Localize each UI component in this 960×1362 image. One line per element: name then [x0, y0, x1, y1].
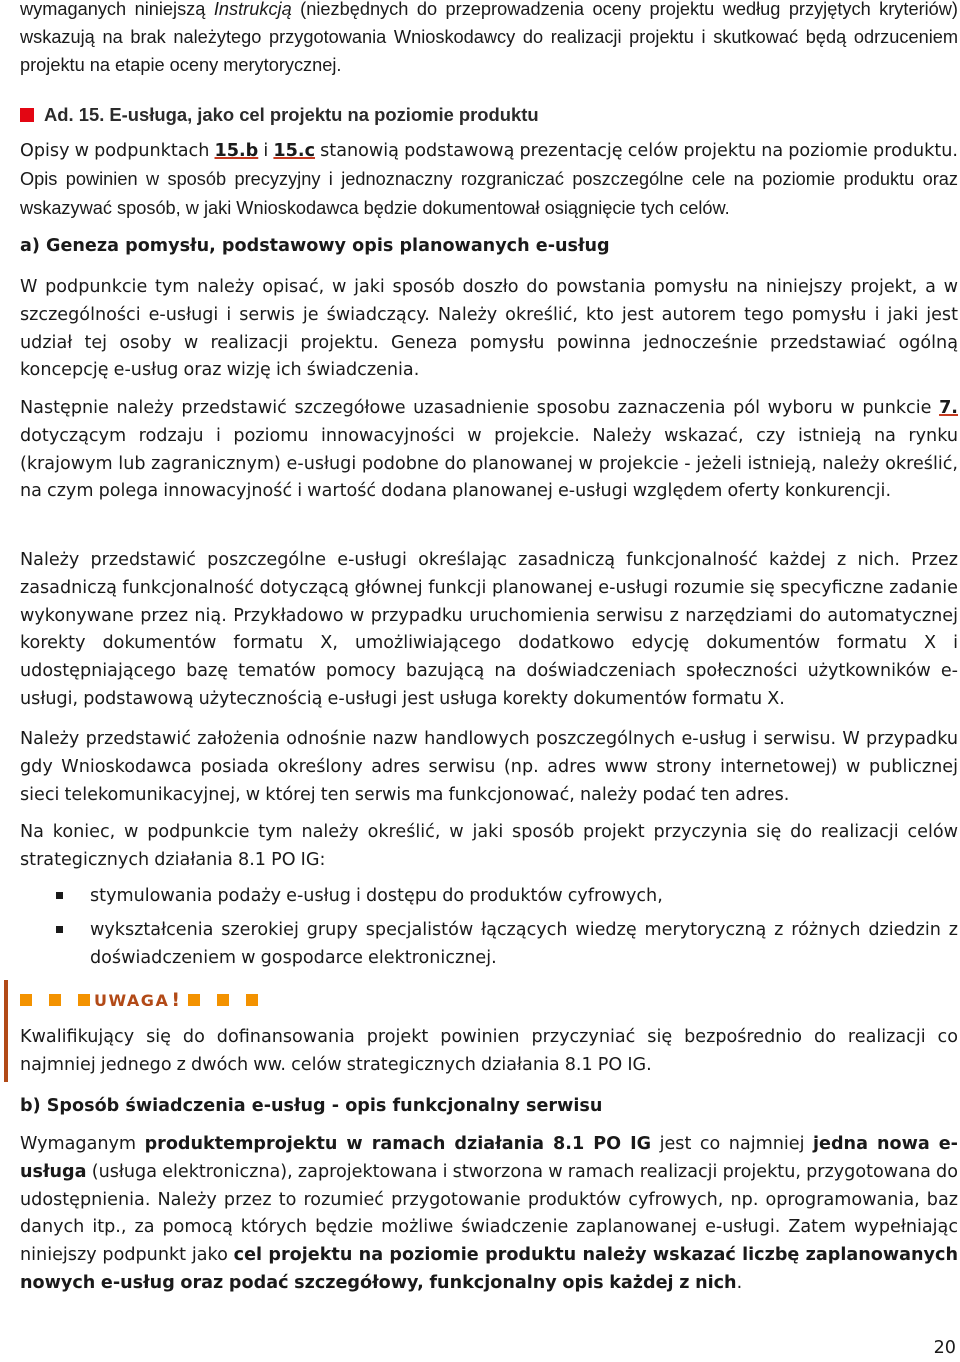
list-item	[20, 916, 958, 972]
section-heading	[20, 104, 958, 126]
subsection-a-title: a) Geneza pomysłu, podstawowy opis planowanych e-usług	[20, 236, 610, 256]
list-item-text: stymulowania podaży e-usług i dostępu do produktów cyfrowych,	[90, 886, 663, 906]
warning-marker-icon	[78, 994, 90, 1006]
warning-marker-icon	[20, 994, 32, 1006]
intro-text-part1: wymaganych niniejszą	[20, 0, 214, 19]
sub-b-bold3: cel projektu na poziomie produktu należy wskazać liczbę zaplanowanych nowych e-usług oraz podać szczegółowy, funkcjonalny opis każdej z nich	[20, 1245, 958, 1293]
sub-b-part1: Wymaganym	[20, 1134, 145, 1154]
warning-marker-icon	[217, 994, 229, 1006]
heading-marker-icon	[20, 108, 34, 122]
reference-link-15c[interactable]: 15.c	[273, 141, 316, 161]
subsection-a-paragraph-3: Należy przedstawić poszczególne e-usługi określając zasadniczą funkcjonalność każdej z nich. Przez zasadniczą funkcjonalność dotyczącą głównej funkcji planowanej e-usługi rozumie się specyficzne zadanie wykonywane przez nią. Przykładowo w przypadku uruchomienia serwisu z narzędziami do automatycznej korekty dokumentów formatu X, umożliwiającego dodatkowo edycję dokumentów formatu X i udostępniającego bazę tematów pomocy bazującą na doświadczeniach społeczności użytkowników e-usługi, podstawową użytecznością e-usługi jest usługa korekty dokumentów formatu X.	[20, 550, 958, 709]
section-heading-text: Ad. 15. E-usługa, jako cel projektu na poziomie produktu	[44, 104, 539, 125]
subsection-a-paragraph-2	[20, 395, 958, 506]
bullet-icon	[56, 892, 63, 899]
bullet-icon	[56, 926, 63, 933]
intro-italic: Instrukcją	[213, 0, 292, 19]
reference-link-7[interactable]: 7.	[939, 398, 958, 418]
section-intro-part2: i	[258, 141, 274, 161]
sub-b-part2: jest co najmniej	[651, 1134, 813, 1154]
sub-b-part3: (usługa elektroniczna), zaprojektowana i stworzona w ramach realizacji projektu, przygotowana do udostępnienia. Należy przez to rozumieć przygotowanie produktów cyfrowych, np. oprogramowania, baz danych itp., za pomocą których będzie możliwe świadczenie zaplanowanej e-usługi. Zatem wypełniając niniejszy podpunkt jako	[20, 1161, 958, 1266]
subsection-b-title: b) Sposób świadczenia e-usług - opis funkcjonalny serwisu	[20, 1096, 603, 1116]
section-intro-paragraph	[20, 138, 958, 223]
warning-label: UWAGA	[94, 990, 170, 1010]
subsection-b-paragraph	[20, 1131, 958, 1298]
warning-marker-icon	[188, 994, 200, 1006]
section-intro-part1: Opisy w podpunktach	[20, 141, 215, 161]
reference-link-15b[interactable]: 15.b	[214, 141, 259, 161]
list-item-text: wykształcenia szerokiej grupy specjalistów łączących wiedzę merytoryczną z różnych dziedzin z doświadczeniem w gospodarce elektronicznej.	[90, 920, 958, 968]
strategic-goals-list	[20, 882, 958, 972]
warning-header	[20, 988, 275, 1012]
intro-text-part2: (niezbędnych do przeprowadzenia oceny projektu według przyjętych kryteriów) wskazują na brak należytego przygotowania Wnioskodawcy do realizacji projektu i skutkować będą odrzuceniem projektu na etapie oceny merytorycznej.	[20, 0, 958, 75]
warning-side-bar	[4, 980, 8, 1082]
sub-b-bold2: jedna nowa e-usługa	[20, 1134, 958, 1182]
sub-b-bold1: produktemprojektu w ramach działania 8.1 PO IG	[144, 1134, 652, 1154]
sub-b-part4: .	[736, 1272, 743, 1293]
warning-exclamation: !	[171, 989, 180, 1011]
warning-text: Kwalifikujący się do dofinansowania projekt powinien przyczyniać się bezpośrednio do realizacji co najmniej jednego z dwóch ww. celów strategicznych działania 8.1 PO IG.	[20, 1027, 958, 1075]
subsection-a-paragraph-5: Na koniec, w podpunkcie tym należy określić, w jaki sposób projekt przyczynia się do realizacji celów strategicznych działania 8.1 PO IG:	[20, 822, 958, 870]
list-item	[20, 882, 958, 910]
warning-marker-icon	[49, 994, 61, 1006]
subsection-a-paragraph-1: W podpunkcie tym należy opisać, w jaki sposób doszło do powstania pomysłu na niniejszy projekt, a w szczególności e-usługi i serwis je świadczący. Należy określić, kto jest autorem tego pomysłu i jaki jest udział tej osoby w realizacji projektu. Geneza pomysłu powinna jednocześnie przedstawiać ogólną koncepcję e-usług oraz wizję ich świadczenia.	[20, 277, 958, 381]
intro-paragraph	[20, 0, 958, 79]
warning-marker-icon	[246, 994, 258, 1006]
section-intro-part3: stanowią podstawową prezentację celów projektu na poziomie produktu.	[315, 141, 958, 161]
paragraph-2-part1: Następnie należy przedstawić szczegółowe uzasadnienie sposobu zaznaczenia pól wyboru w punkcie	[20, 398, 940, 418]
page-number: 20	[933, 1338, 956, 1358]
paragraph-2-part2: dotyczącym rodzaju i poziomu innowacyjności w projekcie. Należy wskazać, czy istnieją na rynku (krajowym lub zagranicznym) e-usługi podobne do planowanej w projekcie - jeżeli istnieją, należy określić, na czym polega innowacyjność i wartość dodana planowanej e-usługi względem oferty konkurencji.	[20, 425, 958, 502]
section-intro-part4: Opis powinien w sposób precyzyjny i jednoznaczny rozgraniczać poszczególne cele na poziomie produktu oraz wskazywać sposób, w jaki Wnioskodawca będzie dokumentował osiągnięcie tych celów.	[20, 168, 958, 218]
subsection-a-paragraph-4: Należy przedstawić założenia odnośnie nazw handlowych poszczególnych e-usług i serwisu. W przypadku gdy Wnioskodawca posiada określony adres serwisu (np. adres www strony internetowej) w publicznej sieci telekomunikacyjnej, w której ten serwis ma funkcjonować, należy podać ten adres.	[20, 729, 958, 805]
